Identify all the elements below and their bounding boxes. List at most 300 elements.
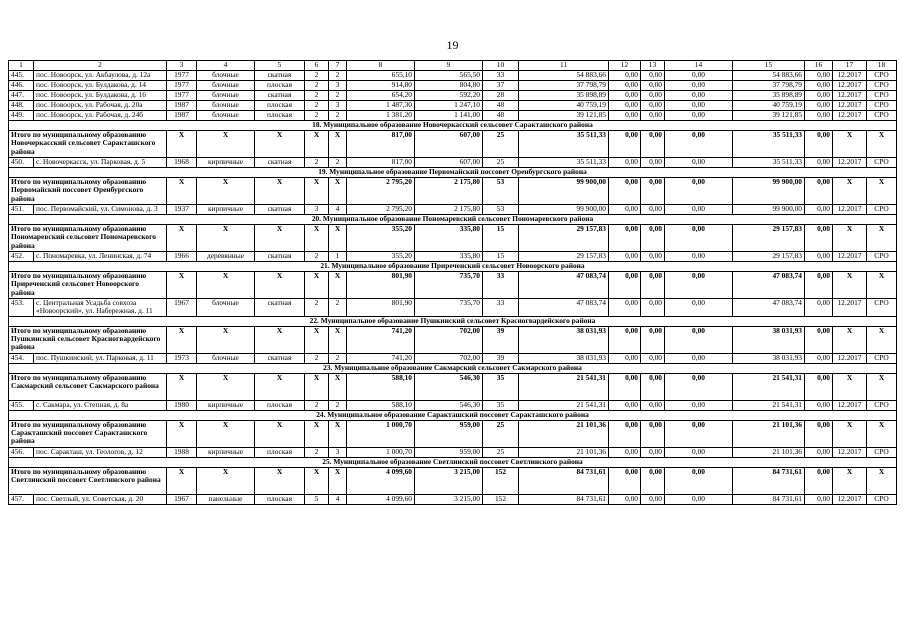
total-cell: 0,00 (641, 420, 665, 447)
total-cell: 33 (483, 272, 519, 299)
table-cell: 54 883,66 (733, 71, 805, 81)
total-cell: 0,00 (805, 326, 833, 353)
table-cell: 35 511,33 (519, 158, 609, 168)
table-cell: 0,00 (805, 353, 833, 363)
total-cell: X (197, 373, 255, 400)
total-cell: 0,00 (805, 178, 833, 205)
table-cell: 702,00 (415, 353, 483, 363)
total-label: Итого по муниципальному образованию Саракташский поссовет Саракташского района (9, 420, 167, 447)
table-cell: 21 101,36 (733, 447, 805, 457)
total-cell: 38 031,93 (733, 326, 805, 353)
table-cell: 12.2017 (833, 101, 867, 111)
table-cell: 914,80 (347, 81, 415, 91)
total-cell: X (197, 225, 255, 252)
total-cell: X (867, 373, 897, 400)
total-cell: X (833, 326, 867, 353)
table-cell: 335,80 (415, 252, 483, 262)
table-cell: 39 121,85 (733, 111, 805, 121)
table-cell: 2 (305, 400, 329, 410)
total-cell: 801,90 (347, 272, 415, 299)
building-row (9, 400, 897, 410)
total-cell: 29 157,83 (733, 225, 805, 252)
total-cell: X (867, 131, 897, 158)
table-cell: 3 (305, 205, 329, 215)
table-cell: СРО (867, 91, 897, 101)
total-cell: X (167, 420, 197, 447)
table-cell: плоская (255, 447, 305, 457)
table-cell: 48 (483, 111, 519, 121)
total-cell: 25 (483, 420, 519, 447)
total-cell: X (255, 326, 305, 353)
table-cell: 0,00 (805, 158, 833, 168)
total-cell: X (867, 467, 897, 494)
total-cell: 0,00 (665, 326, 733, 353)
table-cell: 959,00 (415, 447, 483, 457)
table-cell: 0,00 (665, 353, 733, 363)
table-cell: 0,00 (609, 101, 641, 111)
total-cell: 0,00 (609, 178, 641, 205)
table-cell: СРО (867, 111, 897, 121)
column-number-cell: 6 (305, 61, 329, 71)
total-cell: X (329, 272, 347, 299)
table-cell: 37 798,79 (519, 81, 609, 91)
total-cell: 38 031,93 (519, 326, 609, 353)
table-cell: 0,00 (805, 81, 833, 91)
table-cell: скатная (255, 71, 305, 81)
table-cell: СРО (867, 400, 897, 410)
total-cell: 0,00 (805, 225, 833, 252)
table-cell: 0,00 (805, 447, 833, 457)
total-label: Итого по муниципальному образованию Первомайский поссовет Оренбургского района (9, 178, 167, 205)
table-cell: 0,00 (805, 111, 833, 121)
building-address: пос. Новоорск, ул. Рабочая, д. 24б (34, 111, 167, 121)
table-cell: скатная (255, 252, 305, 262)
total-cell: X (167, 326, 197, 353)
total-cell: 53 (483, 178, 519, 205)
municipality-total-row (9, 178, 897, 205)
column-number-cell: 4 (197, 61, 255, 71)
total-cell: X (833, 272, 867, 299)
building-address: пос. Новоорск, ул. Булдакова, д. 14 (34, 81, 167, 91)
total-cell: 0,00 (641, 178, 665, 205)
total-cell: 0,00 (665, 373, 733, 400)
total-cell: 741,20 (347, 326, 415, 353)
table-cell: 0,00 (665, 494, 733, 504)
column-number-cell: 13 (641, 61, 665, 71)
total-cell: 99 900,00 (733, 178, 805, 205)
total-cell: X (255, 272, 305, 299)
table-cell: 1967 (167, 494, 197, 504)
building-row (9, 447, 897, 457)
table-cell: СРО (867, 252, 897, 262)
table-cell: 0,00 (805, 400, 833, 410)
table-cell: 450. (9, 158, 34, 168)
total-cell: X (197, 272, 255, 299)
table-cell: 2 (329, 158, 347, 168)
table-cell: 0,00 (641, 205, 665, 215)
table-cell: 12.2017 (833, 494, 867, 504)
column-number-cell: 18 (867, 61, 897, 71)
total-cell: 0,00 (805, 373, 833, 400)
table-cell: блочные (197, 353, 255, 363)
total-cell: X (305, 467, 329, 494)
table-cell: 1 487,30 (347, 101, 415, 111)
building-row (9, 494, 897, 504)
section-header-row (9, 316, 897, 326)
section-header-row (9, 363, 897, 373)
table-cell: 33 (483, 71, 519, 81)
table-cell: 1980 (167, 400, 197, 410)
table-cell: 3 (329, 81, 347, 91)
total-label: Итого по муниципальному образованию Пушкинский сельсовет Красногвардейского района (9, 326, 167, 353)
table-cell: 0,00 (805, 494, 833, 504)
total-cell: 84 731,61 (733, 467, 805, 494)
municipality-total-row (9, 131, 897, 158)
total-label: Итого по муниципальному образованию Новочеркасский сельсовет Саракташского района (9, 131, 167, 158)
total-cell: X (255, 131, 305, 158)
table-cell: 0,00 (805, 101, 833, 111)
table-cell: 2 (329, 71, 347, 81)
total-cell: X (167, 467, 197, 494)
total-cell: X (867, 326, 897, 353)
building-row (9, 71, 897, 81)
table-cell: 35 898,89 (519, 91, 609, 101)
total-cell: X (329, 420, 347, 447)
building-address: пос. Светлый, ул. Советская, д. 20 (34, 494, 167, 504)
table-cell: 588,10 (347, 400, 415, 410)
total-cell: 0,00 (641, 272, 665, 299)
building-address: пос. Новоорск, ул. Булдакова, д. 16 (34, 91, 167, 101)
table-cell: 0,00 (805, 71, 833, 81)
column-number-cell: 10 (483, 61, 519, 71)
total-cell: X (255, 420, 305, 447)
table-cell: блочные (197, 299, 255, 317)
table-cell: скатная (255, 353, 305, 363)
table-cell: плоская (255, 81, 305, 91)
total-cell: 35 511,33 (519, 131, 609, 158)
table-cell: плоская (255, 111, 305, 121)
table-cell: 0,00 (609, 494, 641, 504)
total-cell: 39 (483, 326, 519, 353)
column-number-cell: 14 (665, 61, 733, 71)
table-cell: 35 (483, 400, 519, 410)
table-cell: 0,00 (609, 91, 641, 101)
table-cell: блочные (197, 81, 255, 91)
building-address: с. Новочеркасск, ул. Парковая, д. 5 (34, 158, 167, 168)
table-cell: 48 (483, 101, 519, 111)
table-cell: 0,00 (641, 400, 665, 410)
table-cell: 0,00 (641, 81, 665, 91)
total-label: Итого по муниципальному образованию Светлинский поссовет Светлинского района (9, 467, 167, 494)
total-label: Итого по муниципальному образованию Пономаревский сельсовет Пономаревского района (9, 225, 167, 252)
section-title: 20. Муниципальное образование Пономаревский сельсовет Пономаревского района (9, 215, 897, 225)
total-cell: X (167, 178, 197, 205)
total-cell: 21 541,31 (733, 373, 805, 400)
total-cell: 702,00 (415, 326, 483, 353)
table-cell: плоская (255, 101, 305, 111)
column-number-cell: 11 (519, 61, 609, 71)
table-cell: 12.2017 (833, 91, 867, 101)
table-cell: 2 (305, 299, 329, 317)
table-cell: 47 083,74 (519, 299, 609, 317)
table-cell: 741,20 (347, 353, 415, 363)
table-cell: 0,00 (665, 91, 733, 101)
section-title: 25. Муниципальное образование Светлинский поссовет Светлинского района (9, 457, 897, 467)
building-row (9, 91, 897, 101)
table-cell: плоская (255, 494, 305, 504)
section-header-row (9, 410, 897, 420)
table-cell: 2 (329, 400, 347, 410)
table-cell: 446. (9, 81, 34, 91)
table-cell: 1 (329, 252, 347, 262)
total-cell: 0,00 (665, 420, 733, 447)
building-row (9, 299, 897, 317)
table-cell: 546,30 (415, 400, 483, 410)
total-cell: 0,00 (805, 272, 833, 299)
table-cell: 0,00 (609, 81, 641, 91)
section-header-row (9, 168, 897, 178)
table-cell: 0,00 (641, 353, 665, 363)
table-cell: панельные (197, 494, 255, 504)
total-cell: 21 101,36 (519, 420, 609, 447)
total-cell: 0,00 (609, 373, 641, 400)
total-cell: 0,00 (665, 467, 733, 494)
table-cell: СРО (867, 158, 897, 168)
total-cell: 335,80 (415, 225, 483, 252)
municipality-total-row (9, 326, 897, 353)
table-cell: 0,00 (665, 71, 733, 81)
table-cell: 2 795,20 (347, 205, 415, 215)
building-address: пос. Саракташ, ул. Геологов, д. 12 (34, 447, 167, 457)
table-cell: 4 (329, 205, 347, 215)
table-cell: 445. (9, 71, 34, 81)
table-cell: 40 759,19 (519, 101, 609, 111)
table-cell: 1973 (167, 353, 197, 363)
section-header-row (9, 215, 897, 225)
table-cell: 0,00 (641, 447, 665, 457)
table-cell: 453. (9, 299, 34, 317)
total-cell: X (197, 467, 255, 494)
total-cell: X (167, 131, 197, 158)
total-cell: 47 083,74 (733, 272, 805, 299)
table-cell: 452. (9, 252, 34, 262)
table-cell: 655,10 (347, 71, 415, 81)
table-cell: 1937 (167, 205, 197, 215)
building-row (9, 353, 897, 363)
table-cell: кирпичные (197, 158, 255, 168)
total-cell: 25 (483, 131, 519, 158)
column-number-cell: 3 (167, 61, 197, 71)
table-cell: блочные (197, 111, 255, 121)
total-cell: 1 000,70 (347, 420, 415, 447)
table-cell: 0,00 (641, 91, 665, 101)
total-cell: 0,00 (641, 467, 665, 494)
table-cell: 2 (329, 91, 347, 101)
table-cell: 0,00 (665, 400, 733, 410)
table-cell: 451. (9, 205, 34, 215)
table-cell: 0,00 (665, 101, 733, 111)
column-number-cell: 7 (329, 61, 347, 71)
table-cell: 12.2017 (833, 252, 867, 262)
table-cell: 2 (305, 111, 329, 121)
table-cell: 2 (329, 111, 347, 121)
total-cell: 2 795,20 (347, 178, 415, 205)
total-cell: X (867, 420, 897, 447)
total-cell: 0,00 (805, 467, 833, 494)
table-cell: 21 541,31 (733, 400, 805, 410)
table-cell: 0,00 (665, 81, 733, 91)
total-cell: X (305, 178, 329, 205)
total-cell: 4 099,60 (347, 467, 415, 494)
total-cell: X (329, 467, 347, 494)
municipality-total-row (9, 272, 897, 299)
table-cell: СРО (867, 101, 897, 111)
column-number-cell: 17 (833, 61, 867, 71)
table-cell: 0,00 (641, 158, 665, 168)
table-cell: скатная (255, 91, 305, 101)
building-row (9, 81, 897, 91)
municipality-total-row (9, 225, 897, 252)
table-cell: 2 (305, 101, 329, 111)
total-cell: 35 (483, 373, 519, 400)
section-title: 19. Муниципальное образование Первомайский поссовет Оренбургского района (9, 168, 897, 178)
total-cell: X (167, 373, 197, 400)
table-cell: 29 157,83 (519, 252, 609, 262)
table-cell: кирпичные (197, 400, 255, 410)
table-cell: 457. (9, 494, 34, 504)
total-cell: X (167, 225, 197, 252)
total-cell: X (833, 178, 867, 205)
table-cell: 0,00 (665, 205, 733, 215)
table-cell: 84 731,61 (519, 494, 609, 504)
table-cell: СРО (867, 81, 897, 91)
table-cell: 53 (483, 205, 519, 215)
page-number: 19 (446, 38, 459, 52)
table-cell: 0,00 (665, 111, 733, 121)
table-cell: 0,00 (609, 205, 641, 215)
total-cell: 607,00 (415, 131, 483, 158)
section-header-row (9, 457, 897, 467)
total-cell: 35 511,33 (733, 131, 805, 158)
table-cell: 607,00 (415, 158, 483, 168)
table-cell: 0,00 (609, 71, 641, 81)
total-cell: 0,00 (641, 373, 665, 400)
table-cell: 15 (483, 252, 519, 262)
table-cell: 33 (483, 299, 519, 317)
table-cell: 565,50 (415, 71, 483, 81)
table-cell: 0,00 (609, 111, 641, 121)
total-cell: 817,00 (347, 131, 415, 158)
table-cell: 29 157,83 (733, 252, 805, 262)
total-cell: X (329, 178, 347, 205)
table-cell: 0,00 (641, 101, 665, 111)
total-cell: 0,00 (805, 420, 833, 447)
table-cell: скатная (255, 158, 305, 168)
table-cell: 12.2017 (833, 353, 867, 363)
building-address: пос. Новоорск, ул. Рабочая, д. 20а (34, 101, 167, 111)
table-cell: 447. (9, 91, 34, 101)
table-cell: 5 (305, 494, 329, 504)
column-number-cell: 9 (415, 61, 483, 71)
total-cell: X (833, 131, 867, 158)
table-cell: 35 898,89 (733, 91, 805, 101)
table-cell: 1 141,00 (415, 111, 483, 121)
table-cell: 84 731,61 (733, 494, 805, 504)
total-cell: 0,00 (665, 178, 733, 205)
total-cell: X (867, 272, 897, 299)
total-cell: X (197, 178, 255, 205)
total-cell: X (305, 131, 329, 158)
column-number-cell: 1 (9, 61, 34, 71)
table-cell: 1 247,10 (415, 101, 483, 111)
table-cell: блочные (197, 91, 255, 101)
total-cell: X (305, 420, 329, 447)
table-cell: 817,00 (347, 158, 415, 168)
table-cell: 21 541,31 (519, 400, 609, 410)
table-cell: 804,80 (415, 81, 483, 91)
table-cell: деревянные (197, 252, 255, 262)
table-cell: 39 (483, 353, 519, 363)
table-cell: 592,20 (415, 91, 483, 101)
table-cell: 0,00 (641, 494, 665, 504)
table-cell: 38 031,93 (519, 353, 609, 363)
table-cell: кирпичные (197, 205, 255, 215)
section-header-row (9, 262, 897, 272)
table-cell: 99 900,00 (519, 205, 609, 215)
total-cell: 0,00 (665, 131, 733, 158)
total-cell: 29 157,83 (519, 225, 609, 252)
building-address: с. Сакмара, ул. Степная, д. 8а (34, 400, 167, 410)
total-label: Итого по муниципальному образованию Приреченский сельсовет Новоорского района (9, 272, 167, 299)
total-cell: X (197, 420, 255, 447)
table-cell: СРО (867, 353, 897, 363)
column-number-cell: 5 (255, 61, 305, 71)
table-cell: 735,70 (415, 299, 483, 317)
municipality-total-row (9, 467, 897, 494)
table-cell: 0,00 (665, 252, 733, 262)
table-cell: 3 (329, 101, 347, 111)
table-cell: блочные (197, 101, 255, 111)
table-cell: 38 031,93 (733, 353, 805, 363)
total-cell: 0,00 (641, 131, 665, 158)
table-cell: 801,90 (347, 299, 415, 317)
total-cell: X (167, 272, 197, 299)
table-cell: 4 (329, 494, 347, 504)
total-cell: X (833, 373, 867, 400)
table-cell: 0,00 (805, 205, 833, 215)
table-cell: 1977 (167, 91, 197, 101)
table-cell: 0,00 (805, 91, 833, 101)
column-number-cell: 12 (609, 61, 641, 71)
table-cell: 0,00 (641, 71, 665, 81)
total-cell: X (255, 373, 305, 400)
table-cell: СРО (867, 494, 897, 504)
section-title: 18. Муниципальное образование Новочеркасский сельсовет Саракташского района (9, 121, 897, 131)
total-cell: X (833, 420, 867, 447)
column-number-cell: 15 (733, 61, 805, 71)
table-cell: 0,00 (665, 447, 733, 457)
section-title: 24. Муниципальное образование Саракташский поссовет Саракташского района (9, 410, 897, 420)
table-cell: плоская (255, 400, 305, 410)
table-cell: 1967 (167, 299, 197, 317)
table-cell: СРО (867, 447, 897, 457)
table-cell: 3 (329, 447, 347, 457)
table-cell: 448. (9, 101, 34, 111)
table-cell: 47 083,74 (733, 299, 805, 317)
total-cell: 0,00 (609, 467, 641, 494)
total-cell: 0,00 (805, 131, 833, 158)
section-title: 23. Муниципальное образование Сакмарский сельсовет Сакмарского района (9, 363, 897, 373)
